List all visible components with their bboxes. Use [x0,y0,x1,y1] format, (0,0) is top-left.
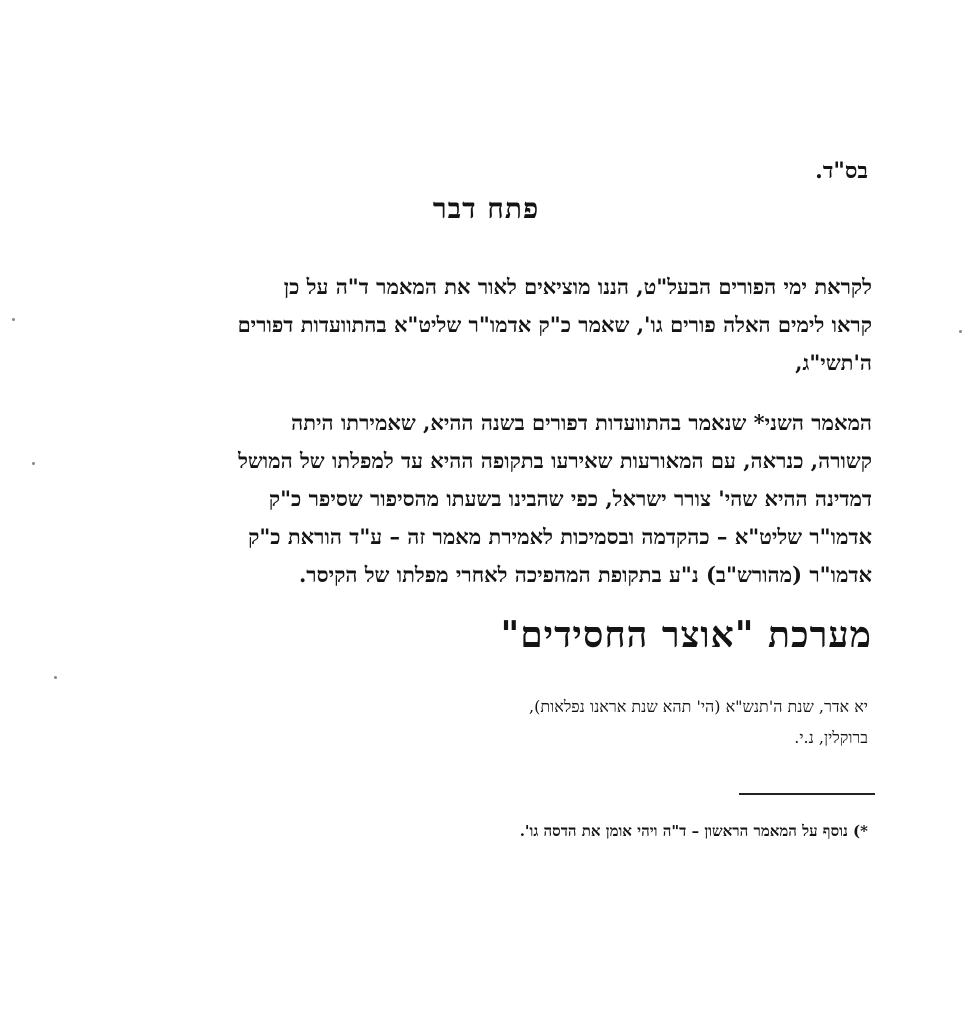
place-line: ברוקלין, נ.י. [794,728,868,747]
paragraph-line: אדמו"ר (מהורש"ב) נ"ע בתקופת המהפיכה לאחרי מפלתו של הקיסר. [299,562,872,587]
footnote-divider [739,793,875,795]
paragraph-line: קשורה, כנראה, עם המאורעות שאירעו בתקופה ההיא עד למפלתו של המושל [238,448,872,473]
header-mark: בס"ד. [815,158,868,184]
date-line: יא אדר, שנת ה'תנש"א (הי' תהא שנת אראנו נפלאות), [529,697,868,716]
paragraph-line: ה'תשי"ג, [795,350,872,375]
paragraph-line: אדמו"ר שליט"א – כהקדמה ובסמיכות לאמירת מאמר זה – ע"ד הוראת כ"ק [248,524,872,549]
paragraph-line: לקראת ימי הפורים הבעל"ט, הננו מוציאים לאור את המאמר ד"ה על כן [283,274,872,299]
footnote: *) נוסף על המאמר הראשון – ד"ה ויהי אומן את הדסה גו'. [519,822,868,840]
page-title: פתח דבר [432,192,540,225]
intro-paragraph [62,268,872,382]
publisher-signature: מערכת "אוצר החסידים" [500,614,872,656]
scan-speck [959,330,962,333]
second-paragraph [62,404,872,594]
scan-speck [12,318,15,321]
paragraph-line: קראו לימים האלה פורים גו', שאמר כ"ק אדמו"ר שליט"א בהתוועדות דפורים [237,312,872,337]
scan-speck [54,676,57,679]
paragraph-line: המאמר השני* שנאמר בהתוועדות דפורים בשנה ההיא, שאמירתו היתה [291,410,872,435]
paragraph-line: דמדינה ההיא שהי' צורר ישראל, כפי שהבינו בשעתו מהסיפור שסיפר כ"ק [268,486,872,511]
scan-speck [32,462,35,465]
